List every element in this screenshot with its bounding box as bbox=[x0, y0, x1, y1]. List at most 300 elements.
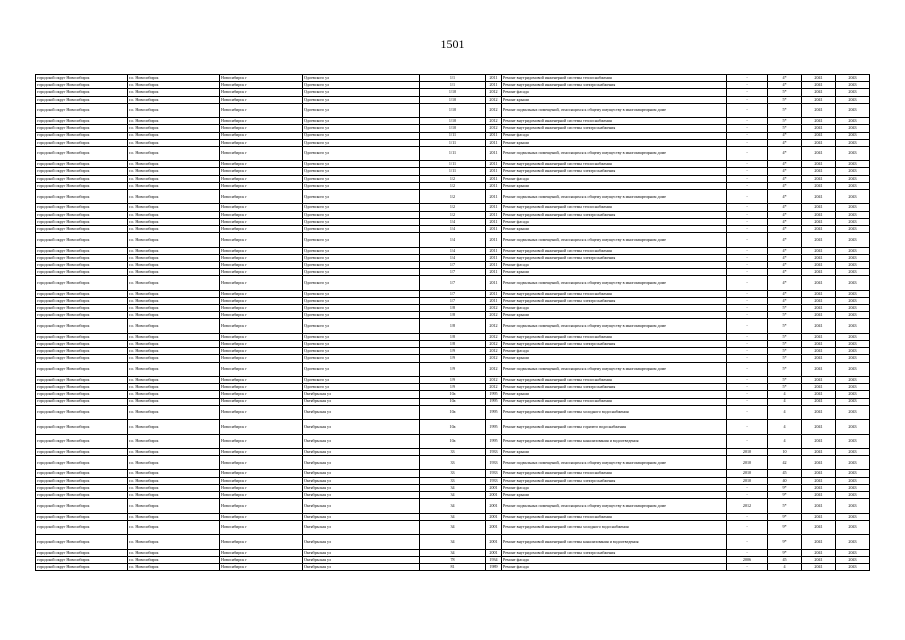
district-cell: г.о. Новосибирск bbox=[128, 276, 220, 290]
municipality-cell: городской округ Новосибирск bbox=[36, 269, 128, 276]
end-year-cell: 2043 bbox=[836, 75, 870, 82]
start-year-cell: 2041 bbox=[802, 420, 836, 434]
page-number: 1501 bbox=[440, 37, 465, 51]
street-cell: Октябрьская ул bbox=[303, 563, 420, 570]
table-row bbox=[36, 348, 870, 355]
end-year-cell: 2043 bbox=[836, 348, 870, 355]
work-type-cell: Ремонт подвальных помещений, относящихся к общему имуществу в многоквартирном доме bbox=[502, 319, 727, 333]
end-year-cell: 2043 bbox=[836, 168, 870, 175]
end-year-cell: 2043 bbox=[836, 139, 870, 146]
end-year-cell: 2043 bbox=[836, 434, 870, 448]
work-type-cell: Ремонт внутридомовой инженерной системы электроснабжения bbox=[502, 125, 727, 132]
table-row bbox=[36, 269, 870, 276]
end-year-cell: 2043 bbox=[836, 492, 870, 499]
municipality-cell: городской округ Новосибирск bbox=[36, 276, 128, 290]
end-year-cell: 2043 bbox=[836, 225, 870, 232]
locality-cell: Новосибирск г bbox=[220, 312, 303, 319]
last-repair-cell: - bbox=[727, 82, 768, 89]
last-repair-cell: - bbox=[727, 290, 768, 297]
year-built-cell: 2011 bbox=[486, 175, 502, 182]
work-type-cell: Ремонт внутридомовой инженерной системы теплоснабжения bbox=[502, 398, 727, 405]
score-cell: 10 bbox=[768, 448, 802, 455]
house-cell: 1/2 bbox=[420, 190, 486, 204]
score-cell: 5* bbox=[768, 305, 802, 312]
start-year-cell: 2041 bbox=[802, 276, 836, 290]
year-built-cell: 2012 bbox=[486, 355, 502, 362]
municipality-cell: городской округ Новосибирск bbox=[36, 448, 128, 455]
score-cell: 4* bbox=[768, 190, 802, 204]
house-cell: 10а bbox=[420, 434, 486, 448]
score-cell: 4* bbox=[768, 182, 802, 189]
district-cell: г.о. Новосибирск bbox=[128, 477, 220, 484]
score-cell: 45 bbox=[768, 556, 802, 563]
municipality-cell: городской округ Новосибирск bbox=[36, 290, 128, 297]
year-built-cell: 2001 bbox=[486, 513, 502, 520]
municipality-cell: городской округ Новосибирск bbox=[36, 225, 128, 232]
municipality-cell: городской округ Новосибирск bbox=[36, 168, 128, 175]
year-built-cell: 2011 bbox=[486, 261, 502, 268]
end-year-cell: 2043 bbox=[836, 341, 870, 348]
table-row bbox=[36, 89, 870, 96]
year-built-cell: 2011 bbox=[486, 276, 502, 290]
start-year-cell: 2041 bbox=[802, 305, 836, 312]
municipality-cell: городской округ Новосибирск bbox=[36, 204, 128, 211]
locality-cell: Новосибирск г bbox=[220, 204, 303, 211]
street-cell: Одоевского ул bbox=[303, 362, 420, 376]
house-cell: 1/8 bbox=[420, 333, 486, 340]
district-cell: г.о. Новосибирск bbox=[128, 96, 220, 103]
house-cell: 34 bbox=[420, 484, 486, 491]
work-type-cell: Ремонт крыши bbox=[502, 182, 727, 189]
score-cell: 5* bbox=[768, 376, 802, 383]
house-cell: 10а bbox=[420, 405, 486, 419]
table-row bbox=[36, 499, 870, 513]
work-type-cell: Ремонт крыши bbox=[502, 391, 727, 398]
end-year-cell: 2043 bbox=[836, 398, 870, 405]
house-cell: 1/8 bbox=[420, 305, 486, 312]
municipality-cell: городской округ Новосибирск bbox=[36, 125, 128, 132]
district-cell: г.о. Новосибирск bbox=[128, 132, 220, 139]
street-cell: Одоевского ул bbox=[303, 118, 420, 125]
year-built-cell: 2011 bbox=[486, 204, 502, 211]
district-cell: г.о. Новосибирск bbox=[128, 225, 220, 232]
locality-cell: Новосибирск г bbox=[220, 391, 303, 398]
table-row bbox=[36, 312, 870, 319]
district-cell: г.о. Новосибирск bbox=[128, 376, 220, 383]
table-row bbox=[36, 535, 870, 549]
last-repair-cell: - bbox=[727, 434, 768, 448]
locality-cell: Новосибирск г bbox=[220, 535, 303, 549]
district-cell: г.о. Новосибирск bbox=[128, 398, 220, 405]
last-repair-cell: - bbox=[727, 211, 768, 218]
table-row bbox=[36, 384, 870, 391]
last-repair-cell: - bbox=[727, 218, 768, 225]
year-built-cell: 2011 bbox=[486, 75, 502, 82]
work-type-cell: Ремонт фасада bbox=[502, 305, 727, 312]
table-row bbox=[36, 470, 870, 477]
end-year-cell: 2043 bbox=[836, 254, 870, 261]
street-cell: Одоевского ул bbox=[303, 319, 420, 333]
start-year-cell: 2041 bbox=[802, 405, 836, 419]
house-cell: 1/11 bbox=[420, 146, 486, 160]
municipality-cell: городской округ Новосибирск bbox=[36, 305, 128, 312]
district-cell: г.о. Новосибирск bbox=[128, 82, 220, 89]
end-year-cell: 2043 bbox=[836, 233, 870, 247]
work-type-cell: Ремонт внутридомовой инженерной системы холодного водоснабжения bbox=[502, 405, 727, 419]
year-built-cell: 1995 bbox=[486, 391, 502, 398]
last-repair-cell: - bbox=[727, 420, 768, 434]
last-repair-cell: - bbox=[727, 161, 768, 168]
district-cell: г.о. Новосибирск bbox=[128, 204, 220, 211]
end-year-cell: 2043 bbox=[836, 182, 870, 189]
end-year-cell: 2043 bbox=[836, 499, 870, 513]
municipality-cell: городской округ Новосибирск bbox=[36, 492, 128, 499]
last-repair-cell: - bbox=[727, 75, 768, 82]
locality-cell: Новосибирск г bbox=[220, 254, 303, 261]
work-type-cell: Ремонт подвальных помещений, относящихся к общему имуществу в многоквартирном доме bbox=[502, 233, 727, 247]
house-cell: 1/9 bbox=[420, 384, 486, 391]
municipality-cell: городской округ Новосибирск bbox=[36, 520, 128, 534]
last-repair-cell: - bbox=[727, 182, 768, 189]
end-year-cell: 2043 bbox=[836, 211, 870, 218]
score-cell: 4* bbox=[768, 168, 802, 175]
score-cell: 5* bbox=[768, 319, 802, 333]
start-year-cell: 2041 bbox=[802, 139, 836, 146]
last-repair-cell: - bbox=[727, 89, 768, 96]
start-year-cell: 2041 bbox=[802, 333, 836, 340]
year-built-cell: 2012 bbox=[486, 125, 502, 132]
last-repair-cell: 2012 bbox=[727, 499, 768, 513]
table-row bbox=[36, 563, 870, 570]
district-cell: г.о. Новосибирск bbox=[128, 103, 220, 117]
district-cell: г.о. Новосибирск bbox=[128, 139, 220, 146]
year-built-cell: 1933 bbox=[486, 456, 502, 470]
district-cell: г.о. Новосибирск bbox=[128, 456, 220, 470]
year-built-cell: 2011 bbox=[486, 211, 502, 218]
district-cell: г.о. Новосибирск bbox=[128, 161, 220, 168]
table-row bbox=[36, 362, 870, 376]
last-repair-cell: - bbox=[727, 168, 768, 175]
locality-cell: Новосибирск г bbox=[220, 477, 303, 484]
last-repair-cell: - bbox=[727, 549, 768, 556]
street-cell: Октябрьская ул bbox=[303, 405, 420, 419]
street-cell: Октябрьская ул bbox=[303, 492, 420, 499]
work-type-cell: Ремонт внутридомовой инженерной системы горячего водоснабжения bbox=[502, 420, 727, 434]
municipality-cell: городской округ Новосибирск bbox=[36, 456, 128, 470]
year-built-cell: 2011 bbox=[486, 161, 502, 168]
last-repair-cell: - bbox=[727, 204, 768, 211]
work-type-cell: Ремонт фасада bbox=[502, 218, 727, 225]
municipality-cell: городской округ Новосибирск bbox=[36, 75, 128, 82]
district-cell: г.о. Новосибирск bbox=[128, 405, 220, 419]
municipality-cell: городской округ Новосибирск bbox=[36, 218, 128, 225]
start-year-cell: 2041 bbox=[802, 499, 836, 513]
table-row bbox=[36, 420, 870, 434]
street-cell: Одоевского ул bbox=[303, 384, 420, 391]
work-type-cell: Ремонт внутридомовой инженерной системы электроснабжения bbox=[502, 384, 727, 391]
end-year-cell: 2043 bbox=[836, 297, 870, 304]
work-type-cell: Ремонт фасада bbox=[502, 484, 727, 491]
work-type-cell: Ремонт внутридомовой инженерной системы теплоснабжения bbox=[502, 470, 727, 477]
locality-cell: Новосибирск г bbox=[220, 297, 303, 304]
house-cell: 1/11 bbox=[420, 161, 486, 168]
work-type-cell: Ремонт подвальных помещений, относящихся к общему имуществу в многоквартирном доме bbox=[502, 499, 727, 513]
street-cell: Октябрьская ул bbox=[303, 398, 420, 405]
municipality-cell: городской округ Новосибирск bbox=[36, 405, 128, 419]
start-year-cell: 2041 bbox=[802, 355, 836, 362]
year-built-cell: 2011 bbox=[486, 297, 502, 304]
score-cell: 4* bbox=[768, 211, 802, 218]
street-cell: Одоевского ул bbox=[303, 211, 420, 218]
score-cell: 4* bbox=[768, 218, 802, 225]
locality-cell: Новосибирск г bbox=[220, 563, 303, 570]
score-cell: 4* bbox=[768, 225, 802, 232]
street-cell: Октябрьская ул bbox=[303, 535, 420, 549]
work-type-cell: Ремонт фасада bbox=[502, 261, 727, 268]
municipality-cell: городской округ Новосибирск bbox=[36, 391, 128, 398]
locality-cell: Новосибирск г bbox=[220, 405, 303, 419]
house-cell: 1/10 bbox=[420, 125, 486, 132]
score-cell: 5* bbox=[768, 499, 802, 513]
house-cell: 33 bbox=[420, 448, 486, 455]
start-year-cell: 2041 bbox=[802, 362, 836, 376]
locality-cell: Новосибирск г bbox=[220, 348, 303, 355]
work-type-cell: Ремонт крыши bbox=[502, 492, 727, 499]
start-year-cell: 2041 bbox=[802, 125, 836, 132]
year-built-cell: 1995 bbox=[486, 398, 502, 405]
district-cell: г.о. Новосибирск bbox=[128, 391, 220, 398]
year-built-cell: 1995 bbox=[486, 405, 502, 419]
start-year-cell: 2041 bbox=[802, 168, 836, 175]
work-type-cell: Ремонт внутридомовой инженерной системы электроснабжения bbox=[502, 341, 727, 348]
locality-cell: Новосибирск г bbox=[220, 276, 303, 290]
start-year-cell: 2041 bbox=[802, 492, 836, 499]
municipality-cell: городской округ Новосибирск bbox=[36, 254, 128, 261]
locality-cell: Новосибирск г bbox=[220, 82, 303, 89]
year-built-cell: 1934 bbox=[486, 556, 502, 563]
last-repair-cell: - bbox=[727, 247, 768, 254]
year-built-cell: 2011 bbox=[486, 139, 502, 146]
district-cell: г.о. Новосибирск bbox=[128, 175, 220, 182]
last-repair-cell: - bbox=[727, 190, 768, 204]
street-cell: Одоевского ул bbox=[303, 175, 420, 182]
score-cell: 5* bbox=[768, 384, 802, 391]
street-cell: Одоевского ул bbox=[303, 146, 420, 160]
table-row bbox=[36, 341, 870, 348]
last-repair-cell: 2010 bbox=[727, 477, 768, 484]
end-year-cell: 2043 bbox=[836, 261, 870, 268]
start-year-cell: 2041 bbox=[802, 218, 836, 225]
table-row bbox=[36, 125, 870, 132]
locality-cell: Новосибирск г bbox=[220, 470, 303, 477]
municipality-cell: городской округ Новосибирск bbox=[36, 470, 128, 477]
end-year-cell: 2043 bbox=[836, 290, 870, 297]
locality-cell: Новосибирск г bbox=[220, 333, 303, 340]
municipality-cell: городской округ Новосибирск bbox=[36, 175, 128, 182]
last-repair-cell: - bbox=[727, 276, 768, 290]
locality-cell: Новосибирск г bbox=[220, 118, 303, 125]
street-cell: Октябрьская ул bbox=[303, 520, 420, 534]
end-year-cell: 2043 bbox=[836, 333, 870, 340]
end-year-cell: 2043 bbox=[836, 391, 870, 398]
start-year-cell: 2041 bbox=[802, 75, 836, 82]
work-type-cell: Ремонт внутридомовой инженерной системы электроснабжения bbox=[502, 254, 727, 261]
score-cell: 4 bbox=[768, 391, 802, 398]
score-cell: 5* bbox=[768, 125, 802, 132]
last-repair-cell: - bbox=[727, 319, 768, 333]
locality-cell: Новосибирск г bbox=[220, 182, 303, 189]
score-cell: 5* bbox=[768, 341, 802, 348]
table-row bbox=[36, 182, 870, 189]
house-cell: 1/10 bbox=[420, 89, 486, 96]
last-repair-cell: - bbox=[727, 391, 768, 398]
house-cell: 1/2 bbox=[420, 204, 486, 211]
street-cell: Одоевского ул bbox=[303, 89, 420, 96]
house-cell: 1/8 bbox=[420, 341, 486, 348]
house-cell: 34 bbox=[420, 520, 486, 534]
year-built-cell: 1989 bbox=[486, 563, 502, 570]
table-row bbox=[36, 434, 870, 448]
locality-cell: Новосибирск г bbox=[220, 549, 303, 556]
end-year-cell: 2043 bbox=[836, 305, 870, 312]
work-type-cell: Ремонт внутридомовой инженерной системы канализования и водоотведения bbox=[502, 535, 727, 549]
work-type-cell: Ремонт крыши bbox=[502, 269, 727, 276]
score-cell: 4* bbox=[768, 146, 802, 160]
street-cell: Октябрьская ул bbox=[303, 456, 420, 470]
table-row bbox=[36, 376, 870, 383]
start-year-cell: 2041 bbox=[802, 341, 836, 348]
end-year-cell: 2043 bbox=[836, 513, 870, 520]
street-cell: Октябрьская ул bbox=[303, 448, 420, 455]
work-type-cell: Ремонт внутридомовой инженерной системы теплоснабжения bbox=[502, 333, 727, 340]
municipality-cell: городской округ Новосибирск bbox=[36, 434, 128, 448]
last-repair-cell: - bbox=[727, 348, 768, 355]
locality-cell: Новосибирск г bbox=[220, 513, 303, 520]
table-row bbox=[36, 513, 870, 520]
street-cell: Одоевского ул bbox=[303, 182, 420, 189]
work-type-cell: Ремонт подвальных помещений, относящихся к общему имуществу в многоквартирном доме bbox=[502, 190, 727, 204]
table-row bbox=[36, 477, 870, 484]
street-cell: Одоевского ул bbox=[303, 161, 420, 168]
table-row bbox=[36, 333, 870, 340]
start-year-cell: 2041 bbox=[802, 348, 836, 355]
end-year-cell: 2043 bbox=[836, 535, 870, 549]
score-cell: 4* bbox=[768, 290, 802, 297]
work-type-cell: Ремонт фасада bbox=[502, 175, 727, 182]
locality-cell: Новосибирск г bbox=[220, 103, 303, 117]
house-cell: 1/2 bbox=[420, 211, 486, 218]
last-repair-cell: - bbox=[727, 355, 768, 362]
locality-cell: Новосибирск г bbox=[220, 225, 303, 232]
district-cell: г.о. Новосибирск bbox=[128, 125, 220, 132]
start-year-cell: 2041 bbox=[802, 535, 836, 549]
year-built-cell: 2011 bbox=[486, 182, 502, 189]
end-year-cell: 2043 bbox=[836, 161, 870, 168]
street-cell: Одоевского ул bbox=[303, 75, 420, 82]
last-repair-cell: - bbox=[727, 398, 768, 405]
table-row bbox=[36, 492, 870, 499]
street-cell: Одоевского ул bbox=[303, 82, 420, 89]
last-repair-cell: 2006 bbox=[727, 556, 768, 563]
house-cell: 34 bbox=[420, 535, 486, 549]
end-year-cell: 2043 bbox=[836, 132, 870, 139]
start-year-cell: 2041 bbox=[802, 434, 836, 448]
end-year-cell: 2043 bbox=[836, 448, 870, 455]
start-year-cell: 2041 bbox=[802, 225, 836, 232]
end-year-cell: 2043 bbox=[836, 477, 870, 484]
house-cell: 1/10 bbox=[420, 103, 486, 117]
district-cell: г.о. Новосибирск bbox=[128, 233, 220, 247]
house-cell: 1/1 bbox=[420, 82, 486, 89]
house-cell: 1/4 bbox=[420, 218, 486, 225]
locality-cell: Новосибирск г bbox=[220, 384, 303, 391]
municipality-cell: городской округ Новосибирск bbox=[36, 384, 128, 391]
table-row bbox=[36, 96, 870, 103]
year-built-cell: 2001 bbox=[486, 492, 502, 499]
table-row bbox=[36, 305, 870, 312]
work-type-cell: Ремонт крыши bbox=[502, 139, 727, 146]
start-year-cell: 2041 bbox=[802, 563, 836, 570]
start-year-cell: 2041 bbox=[802, 233, 836, 247]
work-type-cell: Ремонт внутридомовой инженерной системы электроснабжения bbox=[502, 168, 727, 175]
work-type-cell: Ремонт фасада bbox=[502, 348, 727, 355]
district-cell: г.о. Новосибирск bbox=[128, 448, 220, 455]
end-year-cell: 2043 bbox=[836, 355, 870, 362]
district-cell: г.о. Новосибирск bbox=[128, 384, 220, 391]
score-cell: 9* bbox=[768, 535, 802, 549]
district-cell: г.о. Новосибирск bbox=[128, 218, 220, 225]
year-built-cell: 2001 bbox=[486, 484, 502, 491]
start-year-cell: 2041 bbox=[802, 290, 836, 297]
end-year-cell: 2043 bbox=[836, 89, 870, 96]
year-built-cell: 2001 bbox=[486, 549, 502, 556]
municipality-cell: городской округ Новосибирск bbox=[36, 96, 128, 103]
work-type-cell: Ремонт крыши bbox=[502, 225, 727, 232]
municipality-cell: городской округ Новосибирск bbox=[36, 312, 128, 319]
work-type-cell: Ремонт фасада bbox=[502, 563, 727, 570]
district-cell: г.о. Новосибирск bbox=[128, 146, 220, 160]
street-cell: Одоевского ул bbox=[303, 233, 420, 247]
locality-cell: Новосибирск г bbox=[220, 146, 303, 160]
work-type-cell: Ремонт внутридомовой инженерной системы электроснабжения bbox=[502, 477, 727, 484]
municipality-cell: городской округ Новосибирск bbox=[36, 362, 128, 376]
work-type-cell: Ремонт внутридомовой инженерной системы теплоснабжения bbox=[502, 204, 727, 211]
locality-cell: Новосибирск г bbox=[220, 96, 303, 103]
municipality-cell: городской округ Новосибирск bbox=[36, 103, 128, 117]
year-built-cell: 2011 bbox=[486, 269, 502, 276]
start-year-cell: 2041 bbox=[802, 549, 836, 556]
house-cell: 10а bbox=[420, 398, 486, 405]
table-row bbox=[36, 82, 870, 89]
house-cell: 1/7 bbox=[420, 261, 486, 268]
year-built-cell: 2011 bbox=[486, 233, 502, 247]
last-repair-cell: - bbox=[727, 96, 768, 103]
last-repair-cell: - bbox=[727, 312, 768, 319]
district-cell: г.о. Новосибирск bbox=[128, 254, 220, 261]
work-type-cell: Ремонт внутридомовой инженерной системы теплоснабжения bbox=[502, 118, 727, 125]
year-built-cell: 2011 bbox=[486, 190, 502, 204]
last-repair-cell: - bbox=[727, 125, 768, 132]
last-repair-cell: - bbox=[727, 376, 768, 383]
table-row bbox=[36, 484, 870, 491]
score-cell: 5* bbox=[768, 89, 802, 96]
end-year-cell: 2043 bbox=[836, 96, 870, 103]
street-cell: Одоевского ул bbox=[303, 312, 420, 319]
locality-cell: Новосибирск г bbox=[220, 89, 303, 96]
work-type-cell: Ремонт внутридомовой инженерной системы теплоснабжения bbox=[502, 376, 727, 383]
end-year-cell: 2043 bbox=[836, 175, 870, 182]
year-built-cell: 2001 bbox=[486, 520, 502, 534]
